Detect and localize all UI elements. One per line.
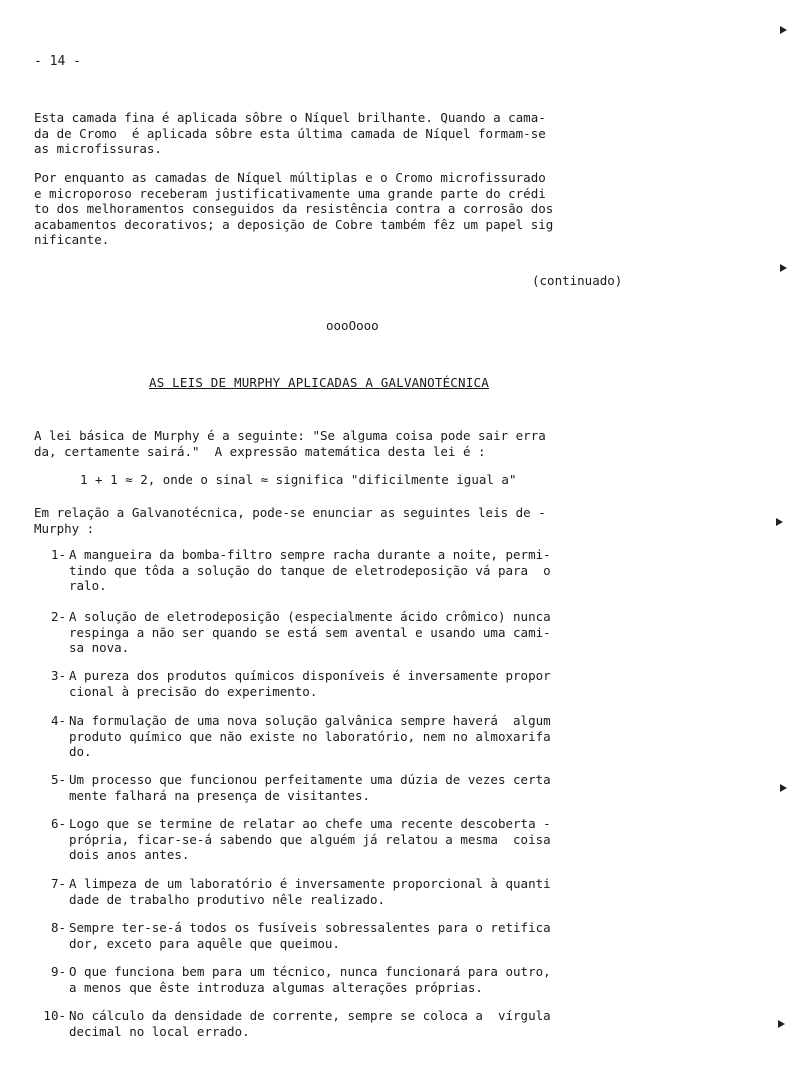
law-number: 8- — [50, 920, 66, 935]
law-number: 9- — [50, 964, 66, 979]
law-text: A limpeza de um laboratório é inversamente proporcional à quanti dade de trabalho produtivo nêle realizado. — [69, 876, 551, 907]
margin-mark-icon — [780, 784, 787, 792]
law-number: 10- — [43, 1008, 66, 1023]
margin-mark-icon — [780, 26, 787, 34]
law-number: 7- — [50, 876, 66, 891]
margin-mark-icon — [776, 518, 783, 526]
law-text: A pureza dos produtos químicos disponíveis é inversamente propor cional à precisão do experimento. — [69, 668, 551, 699]
law-text: Sempre ter-se-á todos os fusíveis sobressalentes para o retifica dor, exceto para aquêle que queimou. — [69, 920, 551, 951]
article-title: AS LEIS DE MURPHY APLICADAS A GALVANOTÉCNICA — [149, 375, 489, 390]
lead-in-paragraph: Em relação a Galvanotécnica, pode-se enunciar as seguintes leis de - Murphy : — [34, 505, 546, 536]
law-text: Logo que se termine de relatar ao chefe uma recente descoberta - própria, ficar-se-á sabendo que alguém já relatou a mesma coisa dois anos antes. — [69, 816, 551, 862]
law-text: Um processo que funcionou perfeitamente uma dúzia de vezes certa mente falhará na presença de visitantes. — [69, 772, 551, 803]
continued-note: (continuado) — [532, 273, 623, 288]
law-number: 4- — [50, 713, 66, 728]
section-separator: oooOooo — [326, 318, 379, 333]
law-number: 1- — [50, 547, 66, 562]
law-text: No cálculo da densidade de corrente, sempre se coloca a vírgula decimal no local errado. — [69, 1008, 551, 1039]
law-number: 2- — [50, 609, 66, 624]
law-number: 6- — [50, 816, 66, 831]
law-text: A mangueira da bomba-filtro sempre racha durante a noite, permi- tindo que tôda a solução do tanque de eletrodeposição vá para o ralo. — [69, 547, 551, 593]
law-text: A solução de eletrodeposição (especialmente ácido crômico) nunca respinga a não ser quando se está sem avental e usando uma cami- sa nova. — [69, 609, 551, 655]
margin-mark-icon — [778, 1020, 785, 1028]
law-text: O que funciona bem para um técnico, nunca funcionará para outro, a menos que êste introduza algumas alterações próprias. — [69, 964, 551, 995]
page-number: - 14 - — [34, 54, 81, 69]
intro-paragraph-1: Esta camada fina é aplicada sôbre o Níquel brilhante. Quando a cama- da de Cromo é aplicada sôbre esta última camada de Níquel formam-se as microfissuras. — [34, 110, 546, 156]
basic-law-paragraph: A lei básica de Murphy é a seguinte: "Se alguma coisa pode sair erra da, certamente sairá." A expressão matemática desta lei é : — [34, 428, 546, 459]
law-number: 3- — [50, 668, 66, 683]
law-text: Na formulação de uma nova solução galvânica sempre haverá algum produto químico que não existe no laboratório, nem no almoxarifa do. — [69, 713, 551, 759]
intro-paragraph-2: Por enquanto as camadas de Níquel múltiplas e o Cromo microfissurado e microporoso receberam justificativamente uma grande parte do crédi to dos melhoramentos conseguidos da resistência contra a corrosão dos acabamentos decorativos; a deposição de Cobre também fêz um papel sig nificante. — [34, 170, 554, 247]
formula-line: 1 + 1 ≈ 2, onde o sinal ≈ significa "dificilmente igual a" — [80, 472, 517, 487]
margin-mark-icon — [780, 264, 787, 272]
law-number: 5- — [50, 772, 66, 787]
